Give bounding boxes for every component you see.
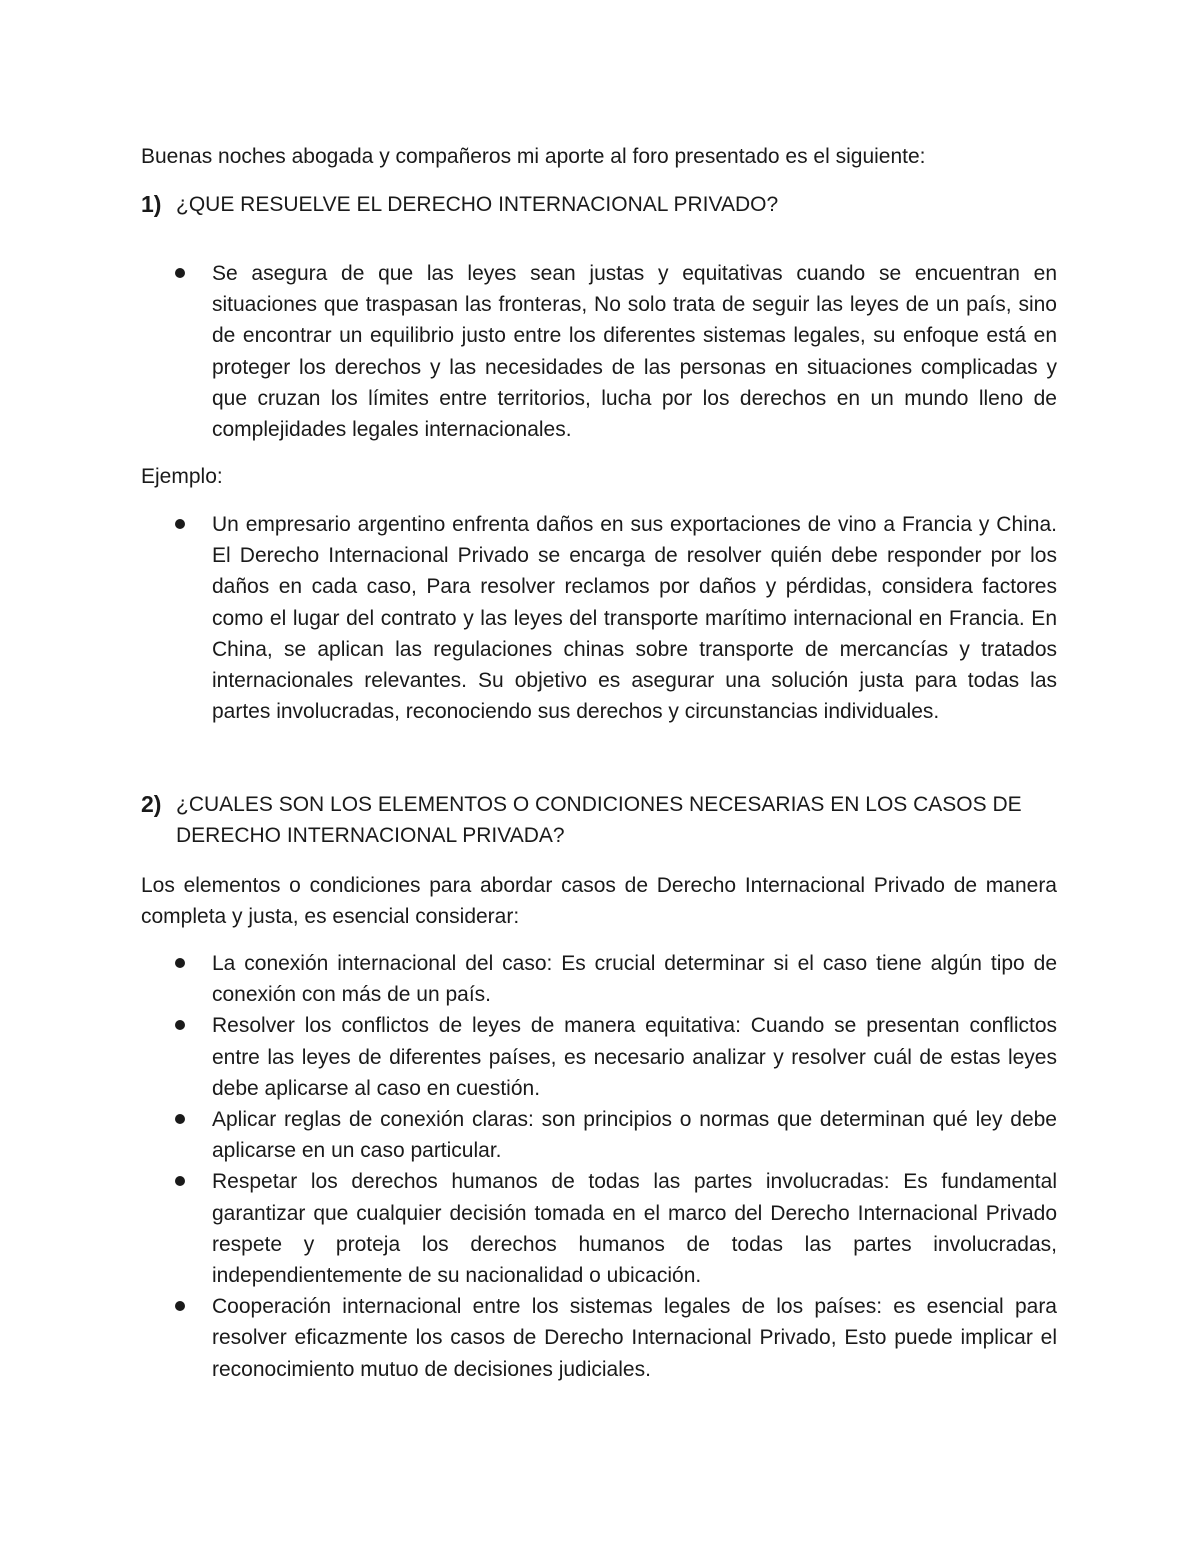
bullet-icon [175,519,185,529]
list-item [141,948,1057,1010]
list-item [141,1010,1057,1104]
list-item [141,509,1057,727]
bullet-icon [175,958,185,968]
list-item [141,258,1057,445]
list-item [141,1291,1057,1385]
greeting-paragraph: Buenas noches abogada y compañeros mi aporte al foro presentado es el siguiente: [141,145,926,168]
list-item [141,1104,1057,1166]
list-item-text: Aplicar reglas de conexión claras: son principios o normas que determinan qué ley debe aplicarse en un caso particular. [212,1108,1057,1163]
example-label: Ejemplo: [141,465,223,488]
list-item-text: Un empresario argentino enfrenta daños en sus exportaciones de vino a Francia y China. El Derecho Internacional Privado se encarga de resolver quién debe responder por los daños en cada caso, Para resolver reclamos por daños y pérdidas, considera factores como el lugar del contrato y las leyes del transporte marítimo internacional en Francia. En China, se aplican las regulaciones chinas sobre transporte de mercancías y tratados internacionales relevantes. Su objetivo es asegurar una solución justa para todas las partes involucradas, reconociendo sus derechos y circunstancias individuales. [212,513,1057,724]
bullet-icon [175,1176,185,1186]
bullet-icon [175,1114,185,1124]
list-item [141,1166,1057,1291]
example-bullet-list [141,509,1057,727]
section1-bullet-list [141,258,1057,445]
section2-bullet-list [141,948,1057,1385]
section1-question: ¿QUE RESUELVE EL DERECHO INTERNACIONAL PRIVADO? [176,193,779,216]
section2-number: 2) [141,791,162,817]
bullet-icon [175,1020,185,1030]
list-item-text: La conexión internacional del caso: Es crucial determinar si el caso tiene algún tipo de conexión con más de un país. [212,952,1057,1007]
bullet-icon [175,268,185,278]
list-item-text: Respetar los derechos humanos de todas las partes involucradas: Es fundamental garantizar que cualquier decisión tomada en el marco del Derecho Internacional Privado respete y proteja los derechos humanos de todas las partes involucradas, independientemente de su nacionalidad o ubicación. [212,1170,1057,1288]
list-item-text: Se asegura de que las leyes sean justas y equitativas cuando se encuentran en situaciones que traspasan las fronteras, No solo trata de seguir las leyes de un país, sino de encontrar un equilibrio justo entre los diferentes sistemas legales, su enfoque está en proteger los derechos y las necesidades de las personas en situaciones complicadas y que cruzan los límites entre territorios, lucha por los derechos en un mundo lleno de complejidades legales internacionales. [212,262,1057,442]
section2-heading [141,789,1071,851]
section1-heading [141,189,1071,220]
list-item-text: Cooperación internacional entre los sistemas legales de los países: es esencial para resolver eficazmente los casos de Derecho Internacional Privado, Esto puede implicar el reconocimiento mutuo de decisiones judiciales. [212,1295,1057,1381]
section2-question: ¿CUALES SON LOS ELEMENTOS O CONDICIONES NECESARIAS EN LOS CASOS DE DERECHO INTERNACIONAL PRIVADA? [176,793,1022,847]
section1-number: 1) [141,191,162,217]
bullet-icon [175,1301,185,1311]
section2-intro: Los elementos o condiciones para abordar casos de Derecho Internacional Privado de manera completa y justa, es esencial considerar: [141,874,1057,928]
list-item-text: Resolver los conflictos de leyes de manera equitativa: Cuando se presentan conflictos entre las leyes de diferentes países, es necesario analizar y resolver cuál de estas leyes debe aplicarse al caso en cuestión. [212,1014,1057,1100]
